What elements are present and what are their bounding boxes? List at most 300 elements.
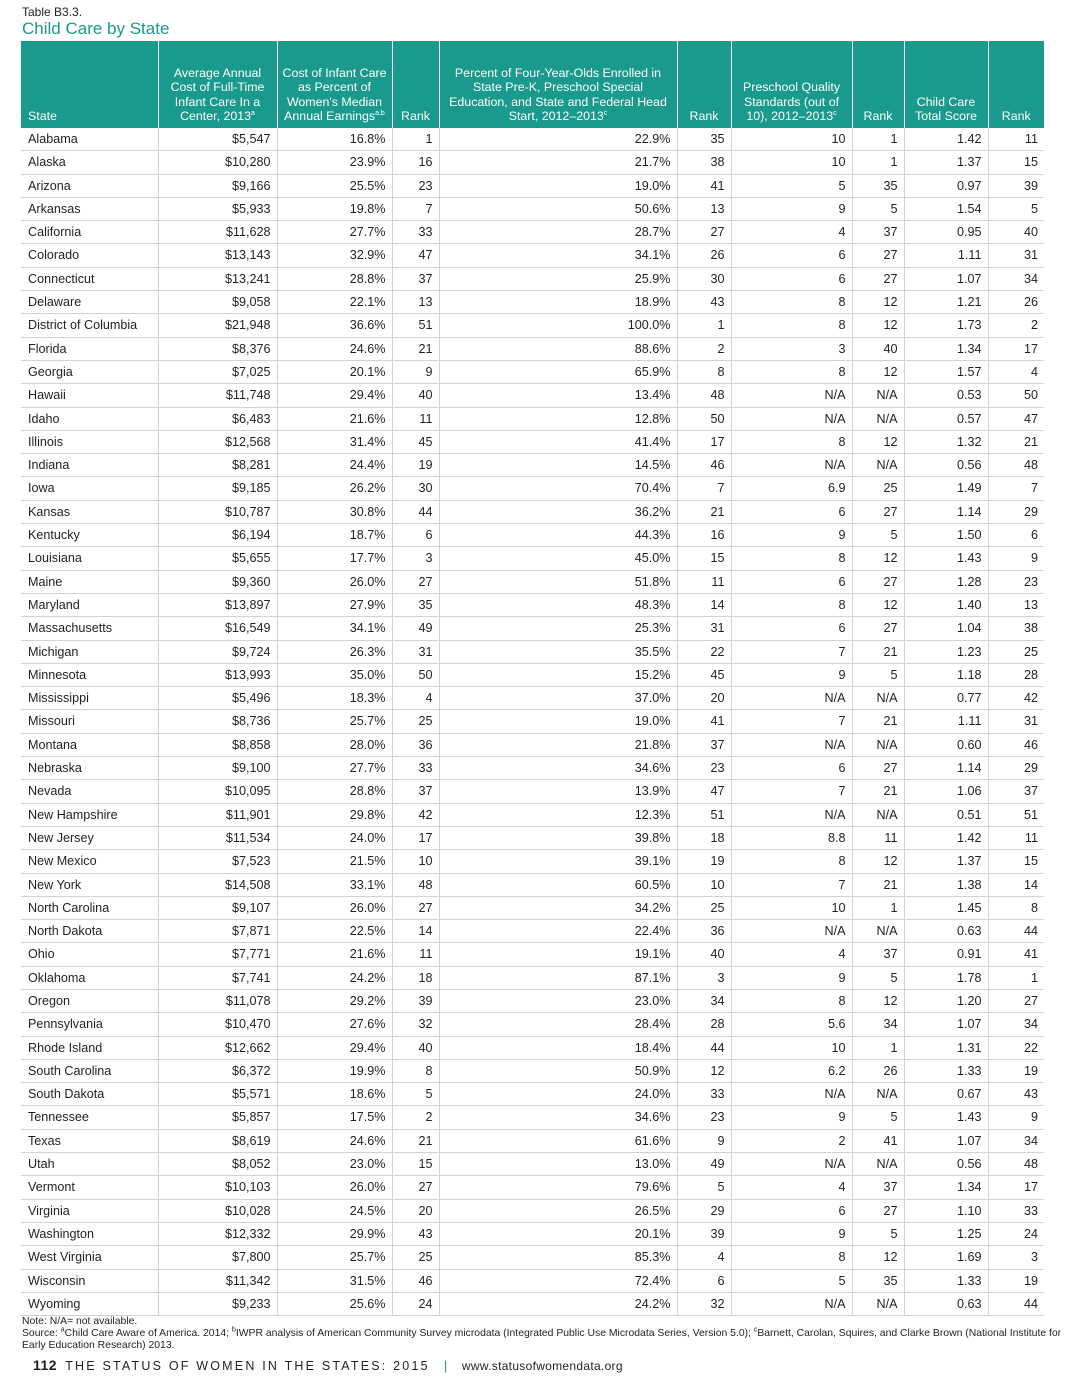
table-row (21, 757, 1044, 780)
table-cell: $6,483 (158, 407, 277, 430)
table-cell: N/A (731, 920, 852, 943)
table-cell: 36 (677, 920, 731, 943)
table-cell: 37 (852, 1176, 904, 1199)
table-cell: 12 (852, 360, 904, 383)
table-row (21, 267, 1044, 290)
table-cell: $7,025 (158, 360, 277, 383)
table-cell: N/A (731, 687, 852, 710)
table-cell: 44 (988, 920, 1044, 943)
table-cell: 24.5% (277, 1199, 392, 1222)
table-cell: 37 (988, 780, 1044, 803)
state-name-cell: Maine (21, 570, 158, 593)
table-cell: 1.73 (904, 314, 988, 337)
table-cell: 18.3% (277, 687, 392, 710)
table-cell: 51.8% (439, 570, 677, 593)
table-cell: 23 (677, 1106, 731, 1129)
table-cell: 40 (392, 1036, 439, 1059)
table-cell: 88.6% (439, 337, 677, 360)
table-cell: $10,470 (158, 1013, 277, 1036)
page-number: 112 (33, 1357, 58, 1373)
table-cell: 34 (988, 1129, 1044, 1152)
table-row (21, 873, 1044, 896)
table-cell: 41 (677, 174, 731, 197)
table-cell: 22 (988, 1036, 1044, 1059)
table-cell: 27 (392, 896, 439, 919)
table-cell: 5 (852, 524, 904, 547)
table-row (21, 360, 1044, 383)
header-row (21, 41, 1044, 128)
table-cell: $9,166 (158, 174, 277, 197)
table-cell: 85.3% (439, 1246, 677, 1269)
table-cell: 23 (677, 757, 731, 780)
table-cell: 14 (392, 920, 439, 943)
table-cell: $10,280 (158, 151, 277, 174)
table-cell: 15 (677, 547, 731, 570)
table-cell: 1.18 (904, 663, 988, 686)
table-cell: 18 (677, 826, 731, 849)
state-name-cell: Wisconsin (21, 1269, 158, 1292)
table-cell: $10,095 (158, 780, 277, 803)
table-cell: 6 (731, 1199, 852, 1222)
table-cell: $9,100 (158, 757, 277, 780)
table-cell: 1.57 (904, 360, 988, 383)
table-cell: 0.57 (904, 407, 988, 430)
table-cell: 25.3% (439, 617, 677, 640)
table-cell: 44 (988, 1292, 1044, 1315)
table-cell: 1.42 (904, 128, 988, 151)
table-cell: 18.4% (439, 1036, 677, 1059)
table-cell: 21.8% (439, 733, 677, 756)
table-notes (22, 1316, 1062, 1352)
table-row (21, 454, 1044, 477)
state-name-cell: Connecticut (21, 267, 158, 290)
table-cell: 24.6% (277, 1129, 392, 1152)
table-cell: 6 (392, 524, 439, 547)
column-header-label: Rank (401, 109, 430, 124)
table-row (21, 337, 1044, 360)
table-cell: 25.7% (277, 1246, 392, 1269)
table-cell: 35 (392, 593, 439, 616)
column-header (852, 41, 904, 128)
table-cell: 1.07 (904, 1013, 988, 1036)
table-cell: 25.9% (439, 267, 677, 290)
state-name-cell: Vermont (21, 1176, 158, 1199)
table-cell: 25.5% (277, 174, 392, 197)
table-cell: 100.0% (439, 314, 677, 337)
table-cell: $21,948 (158, 314, 277, 337)
table-cell: 48 (677, 384, 731, 407)
table-cell: 9 (731, 524, 852, 547)
table-cell: 1.42 (904, 826, 988, 849)
state-name-cell: Nevada (21, 780, 158, 803)
table-cell: 27 (392, 1176, 439, 1199)
table-cell: 12.8% (439, 407, 677, 430)
table-cell: 26 (852, 1059, 904, 1082)
table-cell: 14 (988, 873, 1044, 896)
table-cell: 1.49 (904, 477, 988, 500)
table-cell: 13.9% (439, 780, 677, 803)
table-row (21, 1176, 1044, 1199)
table-cell: 39.8% (439, 826, 677, 849)
table-cell: 29.9% (277, 1222, 392, 1245)
table-cell: 60.5% (439, 873, 677, 896)
table-cell: 1 (852, 1036, 904, 1059)
table-cell: 8 (731, 850, 852, 873)
table-cell: 34 (988, 1013, 1044, 1036)
table-cell: 51 (677, 803, 731, 826)
table-cell: 35.0% (277, 663, 392, 686)
table-cell: 0.60 (904, 733, 988, 756)
table-cell: 1.43 (904, 547, 988, 570)
table-cell: 29 (988, 757, 1044, 780)
table-cell: 4 (731, 943, 852, 966)
table-cell: 32 (677, 1292, 731, 1315)
table-cell: 3 (677, 966, 731, 989)
table-cell: 50 (677, 407, 731, 430)
column-header-label: Rank (1001, 109, 1031, 124)
table-cell: 28.8% (277, 267, 392, 290)
table-cell: 50 (988, 384, 1044, 407)
table-cell: 19.0% (439, 174, 677, 197)
table-cell: 17 (988, 337, 1044, 360)
table-cell: 1.37 (904, 151, 988, 174)
table-cell: 1.34 (904, 337, 988, 360)
table-cell: 1.32 (904, 430, 988, 453)
table-cell: 1.23 (904, 640, 988, 663)
table-cell: N/A (731, 454, 852, 477)
column-header-label: State (28, 109, 57, 124)
table-cell: 19 (677, 850, 731, 873)
table-cell: 12 (852, 1246, 904, 1269)
table-cell: 39 (677, 1222, 731, 1245)
table-cell: 35 (852, 174, 904, 197)
table-cell: $9,107 (158, 896, 277, 919)
table-row (21, 826, 1044, 849)
table-cell: 47 (677, 780, 731, 803)
state-name-cell: Ohio (21, 943, 158, 966)
table-cell: 23.0% (439, 989, 677, 1012)
table-cell: 8 (988, 896, 1044, 919)
table-cell: 5 (852, 1222, 904, 1245)
table-cell: 27.7% (277, 757, 392, 780)
table-cell: 24 (392, 1292, 439, 1315)
source-c-marker: c (753, 1326, 758, 1334)
table-cell: 0.53 (904, 384, 988, 407)
table-cell: 16 (677, 524, 731, 547)
table-row (21, 803, 1044, 826)
table-cell: 7 (731, 640, 852, 663)
table-cell: 49 (677, 1153, 731, 1176)
table-cell: 26 (677, 244, 731, 267)
table-cell: 34.6% (439, 1106, 677, 1129)
table-cell: 25 (988, 640, 1044, 663)
table-cell: 9 (731, 1222, 852, 1245)
table-cell: 9 (988, 547, 1044, 570)
table-cell: 26.0% (277, 1176, 392, 1199)
table-cell: $5,547 (158, 128, 277, 151)
table-cell: $14,508 (158, 873, 277, 896)
table-cell: 49 (392, 617, 439, 640)
table-cell: 21 (852, 780, 904, 803)
table-cell: 1 (852, 128, 904, 151)
table-cell: $7,871 (158, 920, 277, 943)
table-cell: $5,655 (158, 547, 277, 570)
table-cell: 26.0% (277, 570, 392, 593)
table-cell: 31 (988, 244, 1044, 267)
table-cell: N/A (731, 1083, 852, 1106)
table-cell: 44.3% (439, 524, 677, 547)
table-cell: 1.50 (904, 524, 988, 547)
table-cell: 22.5% (277, 920, 392, 943)
state-name-cell: Massachusetts (21, 617, 158, 640)
table-cell: 46 (988, 733, 1044, 756)
table-cell: 20.1% (439, 1222, 677, 1245)
table-row (21, 896, 1044, 919)
table-cell: 37 (677, 733, 731, 756)
table-cell: 47 (988, 407, 1044, 430)
table-cell: 23.9% (277, 151, 392, 174)
table-row (21, 617, 1044, 640)
table-cell: 10 (677, 873, 731, 896)
table-row (21, 989, 1044, 1012)
table-cell: 38 (677, 151, 731, 174)
table-cell: $7,800 (158, 1246, 277, 1269)
table-cell: 28.8% (277, 780, 392, 803)
table-cell: 19.1% (439, 943, 677, 966)
table-row (21, 733, 1044, 756)
table-cell: 12 (677, 1059, 731, 1082)
table-cell: N/A (852, 454, 904, 477)
table-cell: 1.37 (904, 850, 988, 873)
table-row (21, 128, 1044, 151)
table-row (21, 314, 1044, 337)
table-cell: 36.6% (277, 314, 392, 337)
table-cell: N/A (852, 803, 904, 826)
table-cell: 1 (677, 314, 731, 337)
table-cell: 11 (677, 570, 731, 593)
table-cell: 40 (988, 221, 1044, 244)
table-cell: 51 (988, 803, 1044, 826)
table-cell: $10,028 (158, 1199, 277, 1222)
table-cell: 21 (852, 873, 904, 896)
table-cell: N/A (731, 1153, 852, 1176)
table-cell: 22.1% (277, 291, 392, 314)
table-cell: 1.54 (904, 197, 988, 220)
table-cell: 12 (852, 850, 904, 873)
table-cell: 38 (988, 617, 1044, 640)
table-cell: 11 (988, 826, 1044, 849)
table-cell: 4 (731, 1176, 852, 1199)
table-cell: 9 (988, 1106, 1044, 1129)
table-cell: 24.2% (439, 1292, 677, 1315)
table-cell: 28.4% (439, 1013, 677, 1036)
table-cell: 34.1% (439, 244, 677, 267)
table-cell: 35 (852, 1269, 904, 1292)
table-cell: 1.33 (904, 1059, 988, 1082)
table-cell: 1.21 (904, 291, 988, 314)
source-text (22, 1328, 1062, 1352)
table-cell: 48.3% (439, 593, 677, 616)
column-header-label: Preschool Quality Standards (out of 10), 2012–2013 (742, 80, 841, 124)
state-name-cell: Illinois (21, 430, 158, 453)
table-row (21, 1059, 1044, 1082)
table-cell: 46 (677, 454, 731, 477)
table-cell: 5 (731, 174, 852, 197)
table-row (21, 1246, 1044, 1269)
table-cell: $12,332 (158, 1222, 277, 1245)
table-cell: 32 (392, 1013, 439, 1036)
table-cell: 1.31 (904, 1036, 988, 1059)
table-cell: N/A (852, 384, 904, 407)
table-cell: 9 (677, 1129, 731, 1152)
state-name-cell: Colorado (21, 244, 158, 267)
table-cell: $9,360 (158, 570, 277, 593)
table-cell: 13.0% (439, 1153, 677, 1176)
table-cell: $7,771 (158, 943, 277, 966)
table-cell: 24.0% (277, 826, 392, 849)
table-cell: 1.25 (904, 1222, 988, 1245)
state-name-cell: Delaware (21, 291, 158, 314)
table-cell: 39.1% (439, 850, 677, 873)
table-cell: 5 (392, 1083, 439, 1106)
column-header (904, 41, 988, 128)
state-name-cell: Georgia (21, 360, 158, 383)
state-name-cell: District of Columbia (21, 314, 158, 337)
table-cell: 8 (731, 547, 852, 570)
state-name-cell: South Carolina (21, 1059, 158, 1082)
table-cell: $11,342 (158, 1269, 277, 1292)
table-cell: 4 (988, 360, 1044, 383)
table-cell: 34 (677, 989, 731, 1012)
table-cell: N/A (852, 407, 904, 430)
table-cell: 17.7% (277, 547, 392, 570)
state-name-cell: Tennessee (21, 1106, 158, 1129)
table-cell: 14 (677, 593, 731, 616)
table-cell: 34.6% (439, 757, 677, 780)
table-row (21, 1222, 1044, 1245)
column-header-footnote: c (833, 110, 837, 118)
table-cell: 11 (392, 943, 439, 966)
source-b: IWPR analysis of American Community Survey microdata (Integrated Public Use Microdata Series, Version 5.0); (235, 1328, 754, 1339)
table-row (21, 663, 1044, 686)
table-cell: 2 (988, 314, 1044, 337)
table-cell: N/A (852, 1292, 904, 1315)
table-cell: 0.56 (904, 454, 988, 477)
state-name-cell: Utah (21, 1153, 158, 1176)
table-cell: 1.28 (904, 570, 988, 593)
table-cell: 1.10 (904, 1199, 988, 1222)
table-cell: 37 (392, 267, 439, 290)
table-cell: 45 (677, 663, 731, 686)
table-row (21, 151, 1044, 174)
table-cell: 8 (677, 360, 731, 383)
state-name-cell: Oregon (21, 989, 158, 1012)
footer-separator: | (443, 1358, 448, 1373)
table-cell: $10,103 (158, 1176, 277, 1199)
table-cell: 17.5% (277, 1106, 392, 1129)
table-row (21, 966, 1044, 989)
table-cell: 27.9% (277, 593, 392, 616)
column-header-label: Rank (863, 109, 893, 124)
state-name-cell: Washington (21, 1222, 158, 1245)
table-cell: 0.56 (904, 1153, 988, 1176)
table-cell: 21 (988, 430, 1044, 453)
table-cell: $6,372 (158, 1059, 277, 1082)
column-header-label: Rank (689, 109, 719, 124)
state-name-cell: Kentucky (21, 524, 158, 547)
table-cell: 39 (392, 989, 439, 1012)
table-cell: 10 (731, 1036, 852, 1059)
state-name-cell: Maryland (21, 593, 158, 616)
column-header (277, 41, 392, 128)
state-name-cell: Hawaii (21, 384, 158, 407)
table-row (21, 174, 1044, 197)
table-row (21, 640, 1044, 663)
table-cell: N/A (731, 803, 852, 826)
table-cell: 10 (392, 850, 439, 873)
table-cell: 51 (392, 314, 439, 337)
table-cell: 45 (392, 430, 439, 453)
table-cell: 21.6% (277, 943, 392, 966)
state-name-cell: New Hampshire (21, 803, 158, 826)
table-cell: 25 (392, 1246, 439, 1269)
table-cell: 1.11 (904, 710, 988, 733)
table-cell: 20 (677, 687, 731, 710)
table-cell: 33.1% (277, 873, 392, 896)
table-cell: $13,143 (158, 244, 277, 267)
table-cell: 4 (392, 687, 439, 710)
table-cell: 36 (392, 733, 439, 756)
table-cell: 65.9% (439, 360, 677, 383)
table-cell: $12,568 (158, 430, 277, 453)
table-cell: 41 (677, 710, 731, 733)
table-cell: 7 (731, 873, 852, 896)
table-cell: 11 (392, 407, 439, 430)
table-cell: 37.0% (439, 687, 677, 710)
table-cell: 5 (731, 1269, 852, 1292)
table-cell: 24.6% (277, 337, 392, 360)
table-row (21, 291, 1044, 314)
table-cell: 13 (988, 593, 1044, 616)
table-cell: 87.1% (439, 966, 677, 989)
table-cell: 1 (988, 966, 1044, 989)
table-cell: 43 (988, 1083, 1044, 1106)
table-cell: $7,741 (158, 966, 277, 989)
table-cell: 27 (852, 757, 904, 780)
table-row (21, 430, 1044, 453)
table-cell: 48 (988, 454, 1044, 477)
table-row (21, 547, 1044, 570)
table-cell: 50.6% (439, 197, 677, 220)
state-name-cell: Mississippi (21, 687, 158, 710)
table-cell: 28.7% (439, 221, 677, 244)
table-cell: 5 (852, 197, 904, 220)
state-name-cell: Kansas (21, 500, 158, 523)
table-cell: 16 (392, 151, 439, 174)
table-cell: 13 (677, 197, 731, 220)
table-cell: 37 (852, 943, 904, 966)
table-cell: 24.0% (439, 1083, 677, 1106)
table-cell: 5 (988, 197, 1044, 220)
table-cell: $12,662 (158, 1036, 277, 1059)
state-name-cell: North Carolina (21, 896, 158, 919)
table-cell: 40 (677, 943, 731, 966)
table-cell: 13 (392, 291, 439, 314)
table-cell: 16.8% (277, 128, 392, 151)
column-header-footnote: c (603, 110, 608, 118)
state-name-cell: Virginia (21, 1199, 158, 1222)
table-cell: 14.5% (439, 454, 677, 477)
